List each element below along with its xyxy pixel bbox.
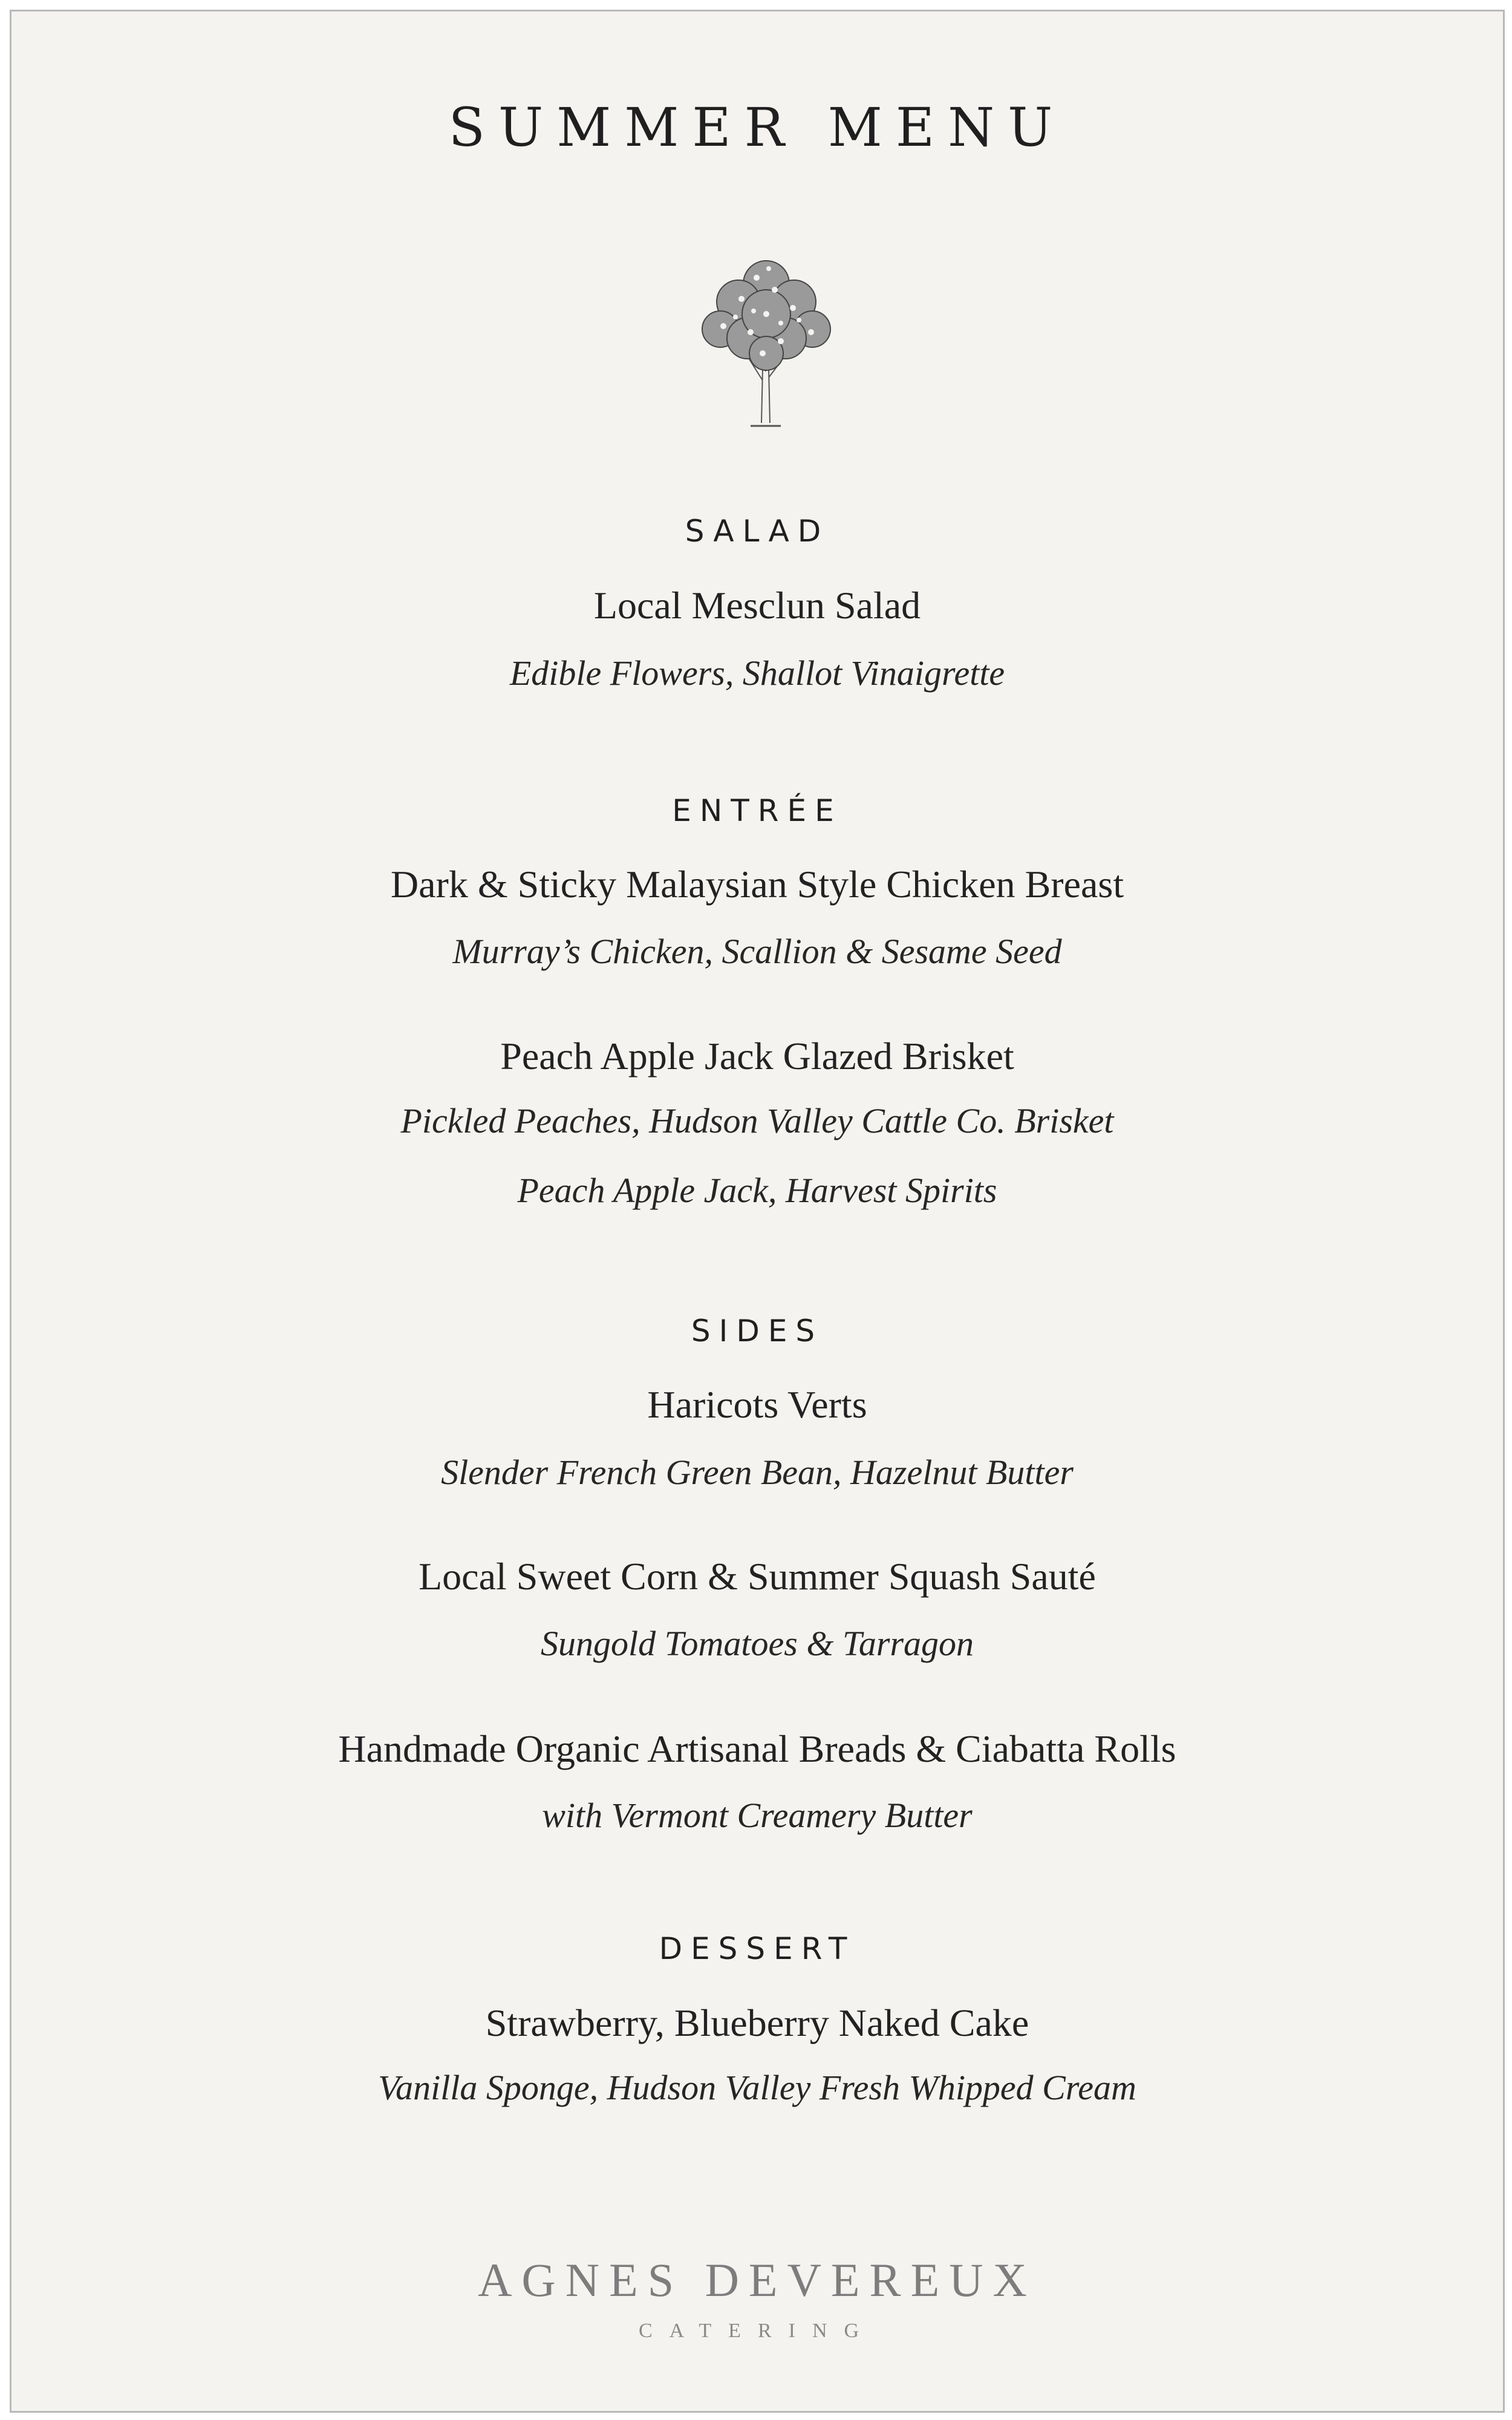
dish-name: Dark & Sticky Malaysian Style Chicken Breast: [390, 863, 1124, 906]
section-heading-entree: ENTRÉE: [672, 793, 842, 828]
dish-description: Slender French Green Bean, Hazelnut Butter: [441, 1453, 1074, 1492]
dish-name: Peach Apple Jack Glazed Brisket: [500, 1035, 1014, 1078]
tree-icon: [684, 241, 849, 435]
dish-description: with Vermont Creamery Butter: [542, 1796, 973, 1835]
dish-name: Strawberry, Blueberry Naked Cake: [485, 2001, 1029, 2044]
dish-name: Local Sweet Corn & Summer Squash Sauté: [419, 1555, 1096, 1598]
dish-name: Handmade Organic Artisanal Breads & Ciabatta Rolls: [338, 1727, 1176, 1770]
dish-description: Sungold Tomatoes & Tarragon: [540, 1624, 974, 1663]
dish-description: Edible Flowers, Shallot Vinaigrette: [509, 653, 1005, 693]
menu-title: SUMMER MENU: [448, 96, 1066, 159]
brand-name: AGNES DEVEREUX: [478, 2254, 1037, 2306]
dish-description: Peach Apple Jack, Harvest Spirits: [517, 1171, 997, 1210]
dish-description: Murray’s Chicken, Scallion & Sesame Seed: [452, 932, 1062, 971]
dish-name: Local Mesclun Salad: [593, 584, 921, 627]
section-heading-dessert: DESSERT: [659, 1931, 856, 1966]
section-heading-sides: SIDES: [691, 1313, 824, 1349]
section-heading-salad: SALAD: [685, 514, 830, 549]
menu-card: [10, 10, 1505, 2413]
dish-description: Vanilla Sponge, Hudson Valley Fresh Whipped Cream: [378, 2068, 1136, 2107]
dish-description: Pickled Peaches, Hudson Valley Cattle Co. Brisket: [400, 1101, 1114, 1140]
dish-name: Haricots Verts: [647, 1383, 867, 1426]
brand-subtitle: CATERING: [638, 2320, 876, 2342]
